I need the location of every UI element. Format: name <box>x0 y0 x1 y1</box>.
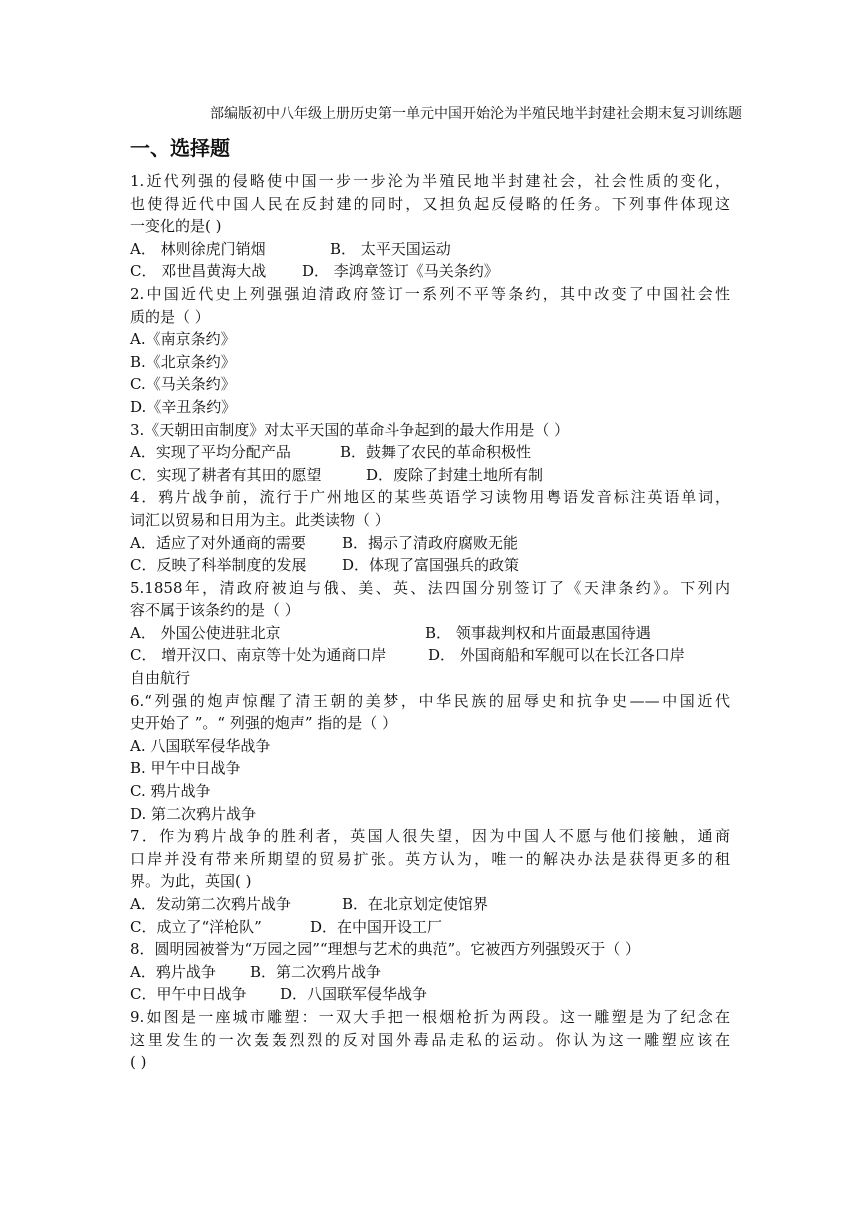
question-text-line: 质的是（ ） <box>130 307 210 326</box>
option-a: A． 外国公使进驻北京 <box>130 623 281 642</box>
question-2 <box>130 283 730 419</box>
question-6 <box>130 690 730 826</box>
question-text-line: 9.如图是一座城市雕塑：一双大手把一根烟枪折为两段。这一雕塑是为了纪念在 <box>130 1007 730 1026</box>
question-text-line: 词汇以贸易和日用为主。此类读物（ ） <box>130 510 390 529</box>
question-text-line: 界。为此，英国( ) <box>130 872 252 891</box>
question-text-line: ( ) <box>130 1053 147 1072</box>
option-c: C.《马关条约》 <box>130 375 236 394</box>
option-row <box>130 622 730 645</box>
option-a: A.《南京条约》 <box>130 330 236 349</box>
document-title: 部编版初中八年级上册历史第一单元中国开始沦为半殖民地半封建社会期末复习训练题 <box>210 106 742 122</box>
option-row <box>130 916 730 939</box>
option-c: C． 邓世昌黄海大战 <box>130 262 267 281</box>
option-row <box>130 554 730 577</box>
option-c: C. 鸦片战争 <box>130 782 211 801</box>
option-b: B．在北京划定使馆界 <box>342 895 489 913</box>
option-d: D． 李鸿章签订《马关条约》 <box>302 262 499 281</box>
question-1 <box>130 170 730 283</box>
question-text-line: 2.中国近代史上列强强迫清政府签订一系列不平等条约，其中改变了中国社会性 <box>130 284 730 303</box>
option-a: A． 林则徐虎门销烟 <box>130 239 266 258</box>
option-c: C．成立了“洋枪队” <box>130 917 262 936</box>
question-text-line: 7．作为鸦片战争的胜利者，英国人很失望，因为中国人不愿与他们接触，通商 <box>130 827 730 846</box>
option-b: B.《北京条约》 <box>130 352 236 371</box>
question-text-line: 8．圆明园被誉为“万园之园”“理想与艺术的典范”。它被西方列强毁灭于（ ） <box>130 940 640 959</box>
option-d: D． 外国商船和军舰可以在长江各口岸 <box>428 646 685 665</box>
section-title: 一、选择题 <box>130 136 230 160</box>
question-9 <box>130 1006 730 1074</box>
option-row <box>130 961 730 984</box>
option-a: A. 八国联军侵华战争 <box>130 736 271 755</box>
question-4 <box>130 486 730 576</box>
option-row <box>130 644 730 667</box>
option-a: A．实现了平均分配产品 <box>130 443 291 462</box>
option-d: D．废除了封建土地所有制 <box>366 465 544 484</box>
question-text-line: 1.近代列强的侵略使中国一步一步沦为半殖民地半封建社会，社会性质的变化， <box>130 172 730 190</box>
option-row <box>130 983 730 1006</box>
option-a: A．适应了对外通商的需要 <box>130 533 306 552</box>
question-text-line: 5.1858年，清政府被迫与俄、美、英、法四国分别签订了《天津条约》。下列内 <box>130 578 730 597</box>
question-3 <box>130 419 730 487</box>
question-text-line: 也使得近代中国人民在反封建的同时，又担负起反侵略的任务。下列事件体现这 <box>130 194 730 213</box>
option-b: B．揭示了清政府腐败无能 <box>342 533 519 552</box>
option-d-continued: 自由航行 <box>130 669 191 688</box>
question-text-line: 6.“列强的炮声惊醒了清王朝的美梦，中华民族的屈辱史和抗争史——中国近代 <box>130 691 730 710</box>
question-text-line: 口岸并没有带来所期望的贸易扩张。英方认为，唯一的解决办法是获得更多的租 <box>130 849 730 868</box>
option-c: C．反映了科举制度的发展 <box>130 556 307 575</box>
question-5 <box>130 577 730 690</box>
question-text-line: 这里发生的一次轰轰烈烈的反对国外毒品走私的运动。你认为这一雕塑应该在 <box>130 1030 730 1049</box>
option-d: D. 第二次鸦片战争 <box>130 804 257 823</box>
option-a: A．发动第二次鸦片战争 <box>130 895 291 913</box>
option-row <box>130 441 730 464</box>
option-c: C．实现了耕者有其田的愿望 <box>130 465 322 484</box>
option-b: B．鼓舞了农民的革命积极性 <box>340 443 532 462</box>
question-text-line: 4．鸦片战争前，流行于广州地区的某些英语学习读物用粤语发音标注英语单词， <box>130 488 730 507</box>
option-b: B． 太平天国运动 <box>330 239 451 258</box>
option-d: D．在中国开设工厂 <box>310 917 443 936</box>
option-d: D.《辛丑条约》 <box>130 397 237 416</box>
option-d: D．体现了富国强兵的政策 <box>342 556 520 575</box>
option-b: B． 领事裁判权和片面最惠国待遇 <box>425 623 651 642</box>
option-row <box>130 464 730 487</box>
question-text-line: 容不属于该条约的是（ ） <box>130 601 300 620</box>
option-row <box>130 238 730 261</box>
option-row <box>130 893 730 916</box>
option-b: B. 甲午中日战争 <box>130 759 241 778</box>
question-text-line: 史开始了 ”。“ 列强的炮声” 指的是（ ） <box>130 714 398 733</box>
question-7 <box>130 825 730 938</box>
document-page <box>130 100 742 1074</box>
option-row <box>130 260 730 283</box>
question-text-line: 3.《天朝田亩制度》对太平天国的革命斗争起到的最大作用是（ ） <box>130 420 570 439</box>
option-d: D．八国联军侵华战争 <box>280 985 428 1004</box>
question-text-line: 一变化的是( ) <box>130 217 222 236</box>
option-a: A．鸦片战争 <box>130 962 216 981</box>
option-row <box>130 532 730 555</box>
option-c: C． 增开汉口、南京等十处为通商口岸 <box>130 646 387 665</box>
option-c: C．甲午中日战争 <box>130 985 247 1004</box>
question-8 <box>130 938 730 1006</box>
option-b: B．第二次鸦片战争 <box>250 962 382 981</box>
